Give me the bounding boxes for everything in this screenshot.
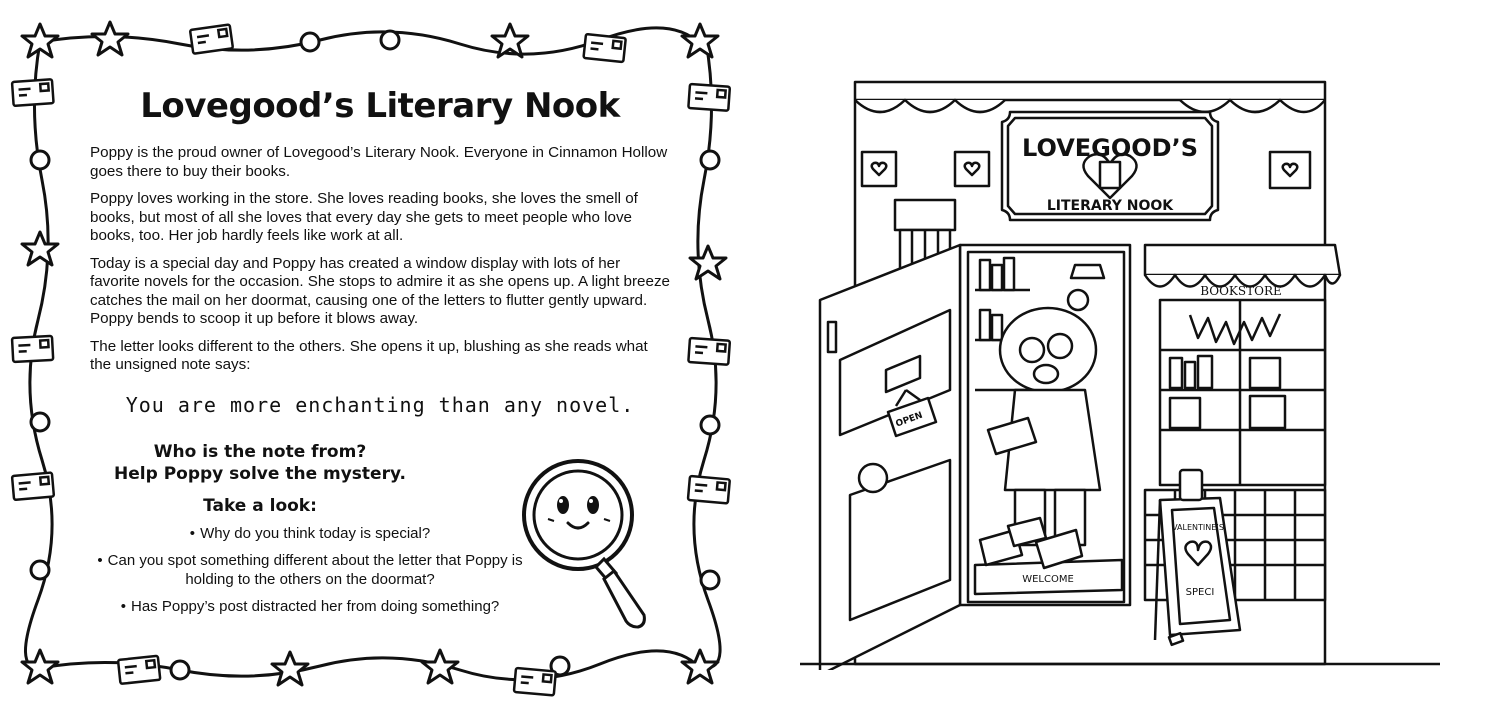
look-heading: Take a look: [203,495,317,516]
envelope-icon [688,338,730,365]
activity-page [0,0,740,716]
list-item [90,597,530,616]
a-frame-bottom-text: SPECI [1185,587,1215,598]
question-line: Help Poppy solve the mystery. [114,463,406,484]
star-icon [422,650,458,683]
awning [1145,245,1340,275]
star-icon [682,650,718,683]
star-icon [690,246,726,279]
star-icon [22,24,58,57]
door-knob [859,464,887,492]
circle-bead [701,571,719,589]
question-line: Who is the note from? [153,441,367,462]
star-icon [682,24,718,57]
book-icon [1250,396,1285,428]
star-icon [22,232,58,265]
a-frame-top-text: VALENTINE’S [1172,523,1224,532]
circle-bead [301,33,319,51]
question-list [90,524,530,616]
list-item-text: Why do you think today is special? [200,524,431,542]
awning-label: BOOKSTORE [1200,284,1282,298]
envelope-icon [190,24,233,53]
envelope-icon [12,473,54,500]
open-door [820,245,960,670]
secret-note: You are more enchanting than any novel. [125,392,635,417]
envelope-icon [12,336,53,362]
envelope-icon [583,34,625,62]
book-icon [1100,162,1120,188]
star-icon [272,652,308,685]
circle-bead [31,561,49,579]
list-item-text: Can you spot something different about the letter that Poppy is holding to the others on the doormat? [107,551,523,588]
star-icon [22,650,58,683]
sign-subtitle: LITERARY NOOK [1046,198,1174,214]
list-item-text: Has Poppy’s post distracted her from doing something? [131,597,500,615]
story-paragraph: Poppy is the proud owner of Lovegood’s Literary Nook. Everyone in Cinnamon Hollow goes there to buy their books. [90,144,668,180]
bullet-glyph: • [189,524,196,542]
circle-bead [31,413,49,431]
circle-bead [31,151,49,169]
book-icon [1250,358,1280,388]
bullet-glyph: • [120,597,126,615]
story-paragraph: The letter looks different to the others. She opens it up, blushing as she reads what the unsigned note says: [90,337,648,373]
bookstore-illustration [800,60,1440,670]
doormat-text: WELCOME [1022,574,1074,585]
circle-bead [171,661,189,679]
list-item [90,524,530,543]
story-paragraph: Poppy loves working in the store. She loves reading books, she loves the smell of books, but most of all she loves that every day she gets to meet people who love books, too. Her job hardly feels like work at all. [90,190,638,244]
envelope-icon [688,476,730,503]
ceiling-lamp [1071,265,1104,278]
circle-bead [701,151,719,169]
magnifying-glass-icon [520,455,660,635]
page-title: Lovegood’s Literary Nook [140,86,620,126]
circle-bead [381,31,399,49]
book-icon [1170,398,1200,428]
envelope-icon [514,668,556,695]
star-icon [92,22,128,55]
list-item [90,551,530,589]
envelope-icon [118,656,160,684]
envelope-icon [688,84,730,111]
circle-bead [701,416,719,434]
story-paragraph: Today is a special day and Poppy has created a window display with lots of her favorite novels for the occasion. She stops to admire it as she opens up. A light breeze catches the mail on her doormat, causing one of the letters to flutter gently upward. Poppy bends to scoop it up before it blows away. [90,254,670,327]
bullet-glyph: • [97,551,103,569]
envelope-icon [12,79,54,106]
door-sign-text: OPEN [894,410,925,430]
sign-title: LOVEGOOD’S [1022,134,1198,162]
